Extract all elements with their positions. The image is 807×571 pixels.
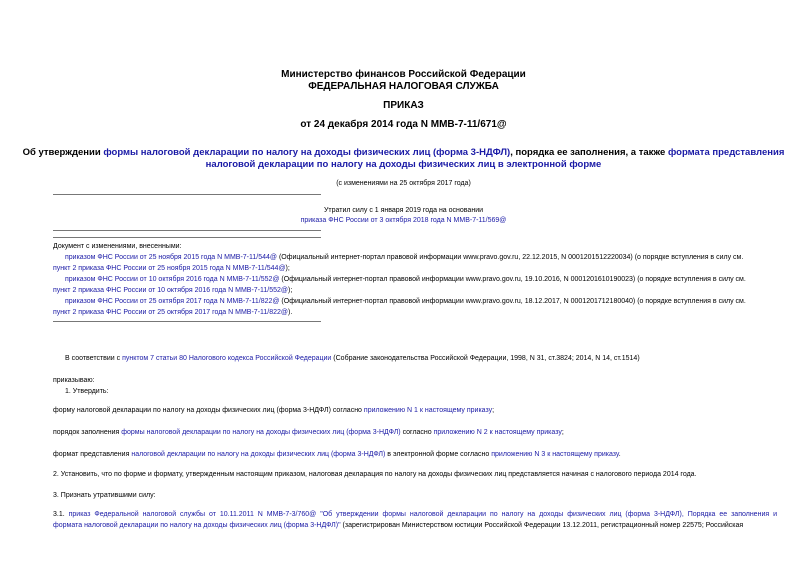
lapsed-link[interactable]: приказа ФНС России от 3 октября 2018 года N ММВ-7-11/569@ xyxy=(300,217,507,224)
item-1-procedure xyxy=(53,427,564,438)
amendment-3-text: (Официальный интернет-портал правовой информации www.pravo.gov.ru, 18.12.2017, N 0001201712180040) (о порядке вступления в силу см. xyxy=(279,298,746,305)
fmt-decl-link[interactable]: налоговой декларации по налогу на доходы физических лиц (форма 3-НДФЛ) xyxy=(131,451,386,458)
amendment-2-text: (Официальный интернет-портал правовой информации www.pravo.gov.ru, 19.10.2016, N 0001201610190023) (о порядке вступления в силу см. xyxy=(279,276,746,283)
title-text-2: , порядка ее заполнения, а также xyxy=(510,147,668,158)
item-3-1-line2 xyxy=(53,520,743,531)
amendment-3-line1 xyxy=(65,296,746,307)
title-link-format[interactable]: формата представления xyxy=(667,147,785,158)
basis-text-2: (Собрание законодательства Российской Федерации, 1998, N 31, ст.3824; 2014, N 14, ст.1514) xyxy=(331,355,640,362)
fmt-appendix-link[interactable]: приложению N 3 к настоящему приказу xyxy=(491,451,619,458)
amendment-2-link[interactable]: приказом ФНС России от 10 октября 2016 года N ММВ-7-11/552@ xyxy=(65,276,280,283)
amendment-1-link2[interactable]: пункт 2 приказа ФНС России от 25 ноября 2015 года N ММВ-7-11/544@ xyxy=(53,265,286,272)
divider xyxy=(53,194,321,195)
title-link-form[interactable]: формы налоговой декларации по налогу на доходы физических лиц (форма 3-НДФЛ) xyxy=(103,147,511,158)
form-text: форму налоговой декларации по налогу на доходы физических лиц (форма 3-НДФЛ) согласно xyxy=(53,407,364,414)
proc-text-1: порядок заполнения xyxy=(53,429,122,436)
amendment-3-line2 xyxy=(53,307,292,318)
amendment-3-tail: ). xyxy=(288,309,293,316)
divider xyxy=(53,321,321,322)
title-link-electronic[interactable]: налоговой декларации по налогу на доходы физических лиц в электронной форме xyxy=(205,159,602,170)
basis-paragraph xyxy=(65,353,640,364)
service-name: ФЕДЕРАЛЬНАЯ НАЛОГОВАЯ СЛУЖБА xyxy=(308,81,499,92)
form-appendix-link[interactable]: приложению N 1 к настоящему приказу xyxy=(363,407,493,414)
amendment-1-line1 xyxy=(65,252,743,263)
lapsed-link-line xyxy=(0,216,807,225)
ministry-name: Министерство финансов Российской Федерации xyxy=(281,69,526,80)
item-3-1-link-b[interactable]: формата налоговой декларации по налогу на доходы физических лиц (форма 3-НДФЛ)" xyxy=(53,522,341,529)
item-3-1-line1 xyxy=(53,509,777,520)
amendment-2-line2 xyxy=(53,285,292,296)
item-3-1-tail: (зарегистрирован Министерством юстиции Российской Федерации 13.12.2011, регистрационный номер 22575; Российская xyxy=(340,522,744,529)
fmt-end: . xyxy=(618,451,621,458)
item-1-form xyxy=(53,405,494,416)
amendment-1-line2 xyxy=(53,263,290,274)
doc-date: от 24 декабря 2014 года N ММВ-7-11/671@ xyxy=(300,119,507,130)
doc-type: ПРИКАЗ xyxy=(383,100,424,111)
changes-note: (с изменениями на 25 октября 2017 года) xyxy=(336,180,471,187)
item-3-1-link[interactable]: приказ Федеральной налоговой службы от 10.11.2011 N ММВ-7-3/760@ "Об утверждении формы налоговой декларации по налогу на доходы физических лиц (форма 3-НДФЛ), Порядка ее заполнения и xyxy=(68,511,777,518)
item-2: 2. Установить, что по форме и формату, утвержденным настоящим приказом, налоговая декларация по налогу на доходы физических лиц представляется начиная с налогового периода 2014 года. xyxy=(53,471,697,478)
amendment-1-link[interactable]: приказом ФНС России от 25 ноября 2015 года N ММВ-7-11/544@ xyxy=(65,254,277,261)
order-word: приказываю: xyxy=(53,377,95,384)
divider xyxy=(53,230,321,231)
basis-link[interactable]: пунктом 7 статьи 80 Налогового кодекса Российской Федерации xyxy=(122,355,332,362)
title-text-1: Об утверждении xyxy=(22,147,104,158)
basis-text-1: В соответствии с xyxy=(65,355,123,362)
fmt-text-1: формат представления xyxy=(53,451,132,458)
amendment-3-link[interactable]: приказом ФНС России от 25 октября 2017 года N ММВ-7-11/822@ xyxy=(65,298,280,305)
doc-title-line1 xyxy=(0,147,807,158)
proc-form-link[interactable]: формы налоговой декларации по налогу на доходы физических лиц (форма 3-НДФЛ) xyxy=(121,429,401,436)
item-3-1-num: 3.1. xyxy=(53,511,69,518)
item-1-format xyxy=(53,449,621,460)
proc-text-2: согласно xyxy=(400,429,434,436)
form-end: ; xyxy=(492,407,495,414)
proc-end: ; xyxy=(561,429,564,436)
divider xyxy=(53,237,321,238)
item-3: 3. Признать утратившими силу: xyxy=(53,492,156,499)
amendment-1-tail: ); xyxy=(285,265,290,272)
amendment-2-tail: ); xyxy=(288,287,293,294)
doc-title-line2 xyxy=(0,159,807,170)
amendment-2-line1 xyxy=(65,274,746,285)
fmt-text-2: в электронной форме согласно xyxy=(385,451,492,458)
amendment-1-text: (Официальный интернет-портал правовой информации www.pravo.gov.ru, 22.12.2015, N 0001201512220034) (о порядке вступления в силу см. xyxy=(277,254,744,261)
amendments-intro: Документ с изменениями, внесенными: xyxy=(53,243,182,250)
lapsed-line: Утратил силу с 1 января 2019 года на основании xyxy=(323,207,484,214)
proc-appendix-link[interactable]: приложению N 2 к настоящему приказу xyxy=(433,429,562,436)
amendment-3-link2[interactable]: пункт 2 приказа ФНС России от 25 октября 2017 года N ММВ-7-11/822@ xyxy=(53,309,289,316)
item-1: 1. Утвердить: xyxy=(65,388,109,395)
amendment-2-link2[interactable]: пункт 2 приказа ФНС России от 10 октября 2016 года N ММВ-7-11/552@ xyxy=(53,287,289,294)
